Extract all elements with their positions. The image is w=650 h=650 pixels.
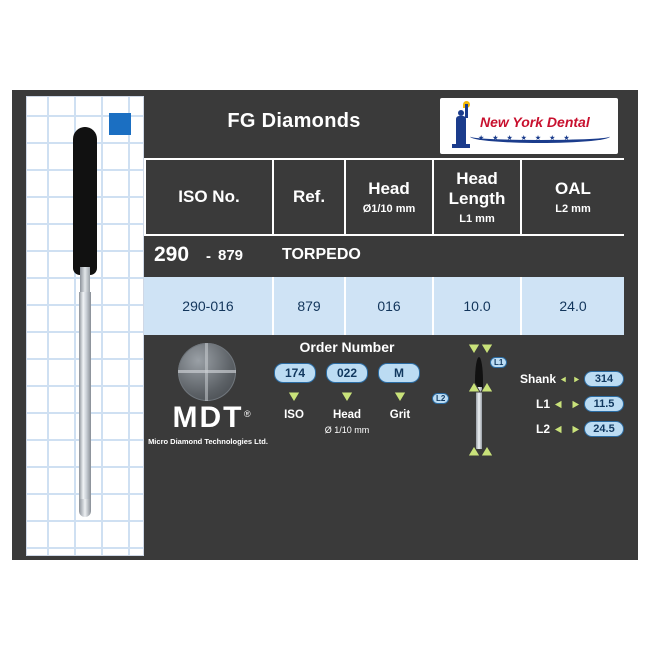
model-dash: - [206, 248, 211, 265]
grid-cell [26, 305, 48, 332]
grid-cell [26, 440, 48, 467]
grid-cell [129, 224, 144, 251]
grid-cell [48, 96, 75, 116]
shank-specs [520, 371, 624, 446]
grid-cell [26, 96, 48, 116]
order-arrows [274, 389, 420, 403]
title-row [144, 96, 624, 158]
grid-cell [102, 305, 129, 332]
grid-cell [26, 197, 48, 224]
model-row [144, 239, 624, 277]
grid-cell [26, 251, 48, 278]
grid-cell [26, 143, 48, 170]
bur-shank [79, 292, 91, 507]
arrow-down-grit [380, 389, 420, 403]
cell-head: 016 [344, 277, 432, 335]
order-footnote: Ø 1/10 mm [324, 425, 370, 435]
grid-cell [102, 548, 129, 556]
logo-text: New York Dental [480, 114, 590, 130]
grid-cell [102, 278, 129, 305]
grid-cell [129, 332, 144, 359]
l2-value: 24.5 [584, 421, 624, 437]
l2-label: L2 [535, 422, 550, 436]
arrow-down-iso [274, 389, 314, 403]
header-cell-head [344, 158, 432, 236]
l1-value: 11.5 [584, 396, 624, 412]
grid-cell [129, 467, 144, 494]
grid-cell [129, 278, 144, 305]
grid-cell [26, 494, 48, 521]
grid-cell [26, 116, 48, 143]
model-name: TORPEDO [282, 246, 361, 263]
registered-mark: ® [244, 409, 251, 419]
header-cell-head-length-sub: L1 mm [459, 213, 495, 225]
order-number-block [274, 339, 420, 355]
grid-cell [75, 548, 102, 556]
shank-spec-row [520, 371, 624, 387]
cell-ref: 879 [272, 277, 344, 335]
grid-cell [129, 96, 144, 116]
accent-square [109, 113, 131, 135]
spec-content [144, 96, 624, 554]
header-cell-oal [520, 158, 624, 236]
order-pill-head: 022 [326, 363, 368, 383]
grid-cell [26, 170, 48, 197]
grid-cell [102, 143, 129, 170]
grid-cell [102, 251, 129, 278]
page-title: FG Diamonds [227, 110, 361, 132]
shank-label: Shank [520, 372, 557, 386]
header-cell-ref [272, 158, 344, 236]
mdt-tagline: Micro Diamond Technologies Ltd. [148, 437, 268, 446]
bottom-section [144, 335, 624, 554]
globe-icon [178, 343, 236, 401]
grid-cell [129, 521, 144, 548]
arrow-double-icon [554, 399, 580, 410]
grid-cell [26, 224, 48, 251]
grid-cell [129, 548, 144, 556]
arrow-double-icon [554, 424, 580, 435]
grid-cell [129, 143, 144, 170]
model-number: 290 [154, 243, 190, 266]
diagram-bur [472, 357, 486, 447]
header-cell-iso-label: ISO No. [178, 187, 240, 206]
grid-cell [129, 305, 144, 332]
mdt-logo [144, 341, 272, 491]
grid-cell [102, 440, 129, 467]
header-cell-oal-sub: L2 mm [555, 203, 591, 215]
grid-cell [26, 413, 48, 440]
grid-cell [129, 386, 144, 413]
order-number-pills [274, 363, 420, 383]
spec-table-header [144, 158, 624, 236]
tag-l2: L2 [432, 393, 449, 404]
header-cell-head-length-label2: Length [448, 189, 506, 208]
header-cell-head-length-label: Head [456, 169, 498, 188]
grid-cell [129, 197, 144, 224]
grid-cell [102, 386, 129, 413]
statue-of-liberty-icon [448, 104, 474, 148]
grid-cell [102, 413, 129, 440]
grid-cell [48, 548, 75, 556]
order-pill-grit: M [378, 363, 420, 383]
grid-cell [26, 359, 48, 386]
header-cell-iso [144, 158, 272, 236]
model-subnumber: 879 [218, 247, 244, 264]
grid-cell [102, 197, 129, 224]
order-label-grit: Grit [389, 409, 411, 421]
grid-cell [102, 467, 129, 494]
dimension-diagram [426, 335, 516, 465]
header-cell-ref-label: Ref. [292, 187, 326, 206]
header-cell-oal-label: OAL [555, 179, 591, 198]
table-row [144, 277, 624, 335]
arrow-l1-top-icon [468, 343, 492, 355]
diamond-bur-illustration [70, 127, 100, 527]
grid-cell [102, 332, 129, 359]
header-cell-head-label: Head [368, 179, 410, 198]
arrow-l1-bottom-icon [468, 381, 492, 393]
grid-cell [129, 116, 144, 143]
grid-cell [129, 440, 144, 467]
cell-head-length: 10.0 [432, 277, 520, 335]
new-york-dental-logo [440, 98, 618, 154]
grid-cell [129, 170, 144, 197]
arrow-down-head [327, 389, 367, 403]
grid-cell [102, 494, 129, 521]
order-pill-iso: 174 [274, 363, 316, 383]
grid-cell [26, 278, 48, 305]
order-labels [274, 409, 420, 421]
header-cell-head-length [432, 158, 520, 236]
grid-cell [102, 224, 129, 251]
grid-cell [129, 413, 144, 440]
order-number-title: Order Number [299, 339, 395, 355]
grid-cell [26, 332, 48, 359]
tag-l1: L1 [490, 357, 507, 368]
grid-cell [26, 548, 48, 556]
order-label-iso: ISO [284, 409, 304, 421]
grid-cell [75, 96, 102, 116]
bur-shank-end [79, 499, 91, 517]
grid-cell [102, 359, 129, 386]
arrow-l2-bottom-icon [468, 445, 492, 457]
logo-stars: ★ ★ ★ ★ ★ ★ ★ [478, 135, 573, 142]
cell-oal: 24.0 [520, 277, 624, 335]
grid-cell [102, 521, 129, 548]
arrow-double-icon [560, 374, 580, 385]
product-spec-sheet [12, 90, 638, 560]
order-label-head: Head [332, 409, 362, 421]
grid-cell [129, 359, 144, 386]
grid-cell [129, 494, 144, 521]
grid-cell [129, 251, 144, 278]
shank-spec-row [520, 421, 624, 437]
mdt-wordmark: MDT [172, 401, 244, 434]
grid-cell [26, 386, 48, 413]
product-image-panel [26, 96, 144, 556]
cell-iso: 290-016 [182, 298, 234, 314]
header-cell-head-sub: Ø1/10 mm [362, 203, 416, 215]
shank-value: 314 [584, 371, 624, 387]
grid-cell [26, 467, 48, 494]
diagram-bur-shaft [476, 387, 482, 449]
shank-spec-row [520, 396, 624, 412]
l1-label: L1 [535, 397, 550, 411]
grid-cell [26, 521, 48, 548]
grid-cell [102, 170, 129, 197]
